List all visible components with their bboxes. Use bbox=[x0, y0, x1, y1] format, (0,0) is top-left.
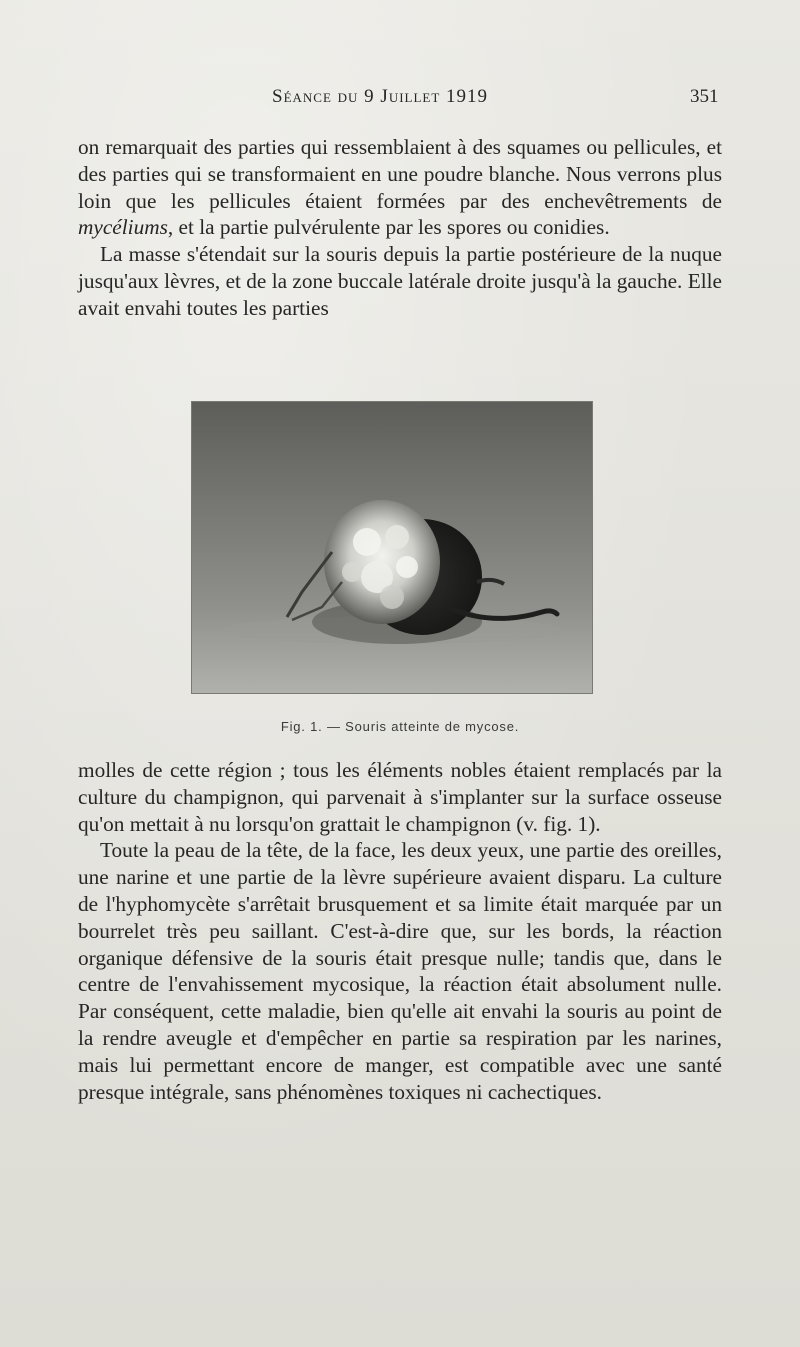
mouse-photo-illustration bbox=[192, 402, 592, 693]
running-header bbox=[0, 86, 800, 116]
body-text-bottom bbox=[78, 757, 722, 1105]
text-run: Toute la peau de la tête, de la face, les deux yeux, une partie des oreilles, une narine et une partie de la lèvre supérieure avaient disparu. La culture de l'hyphomycète s'arrêtait brusquement et sa limite était marquée par un bourrelet très peu saillant. C'est-à-dire que, sur les bords, la réaction organique défensive de la souris était presque nulle; tandis que, dans le centre de l'envahissement mycosique, la réaction était absolument nulle. Par conséquent, cette maladie, bien qu'elle ait envahi la souris au point de la rendre aveugle et d'empêcher en partie sa respiration par les narines, mais lui permettant encore de manger, est compatible avec une santé presque intégrale, sans phénomènes toxiques ni cachectiques. bbox=[78, 838, 722, 1104]
paragraph bbox=[78, 837, 722, 1105]
figure-caption: Fig. 1. — Souris atteinte de mycose. bbox=[280, 719, 520, 734]
text-run: molles de cette région ; tous les éléments nobles étaient remplacés par la culture du champignon, qui parvenait à s'implanter sur la surface osseuse qu'on mettait à nu lorsqu'on grattait le champignon (v. fig. 1). bbox=[78, 758, 722, 836]
body-text-top bbox=[78, 134, 722, 322]
page-number: 351 bbox=[690, 86, 719, 107]
text-run: , et la partie pulvérulente par les spores ou conidies. bbox=[167, 215, 610, 240]
paragraph bbox=[78, 241, 722, 321]
text-run: on remarquait des parties qui ressemblaient à des squames ou pellicules, et des parties qui se transformaient en une poudre blanche. Nous verrons plus loin que les pellicules étaient formées par des enchevêtrements de bbox=[78, 135, 722, 213]
figure-photograph bbox=[191, 401, 593, 694]
paragraph bbox=[78, 757, 722, 837]
paragraph bbox=[78, 134, 722, 241]
running-title: Séance du 9 Juillet 1919 bbox=[272, 86, 489, 107]
text-run: La masse s'étendait sur la souris depuis la partie postérieure de la nuque jusqu'aux lèvres, et de la zone buccale latérale droite jusqu'à la gauche. Elle avait envahi toutes les parties bbox=[78, 242, 722, 320]
italic-term: mycéliums bbox=[78, 215, 168, 240]
